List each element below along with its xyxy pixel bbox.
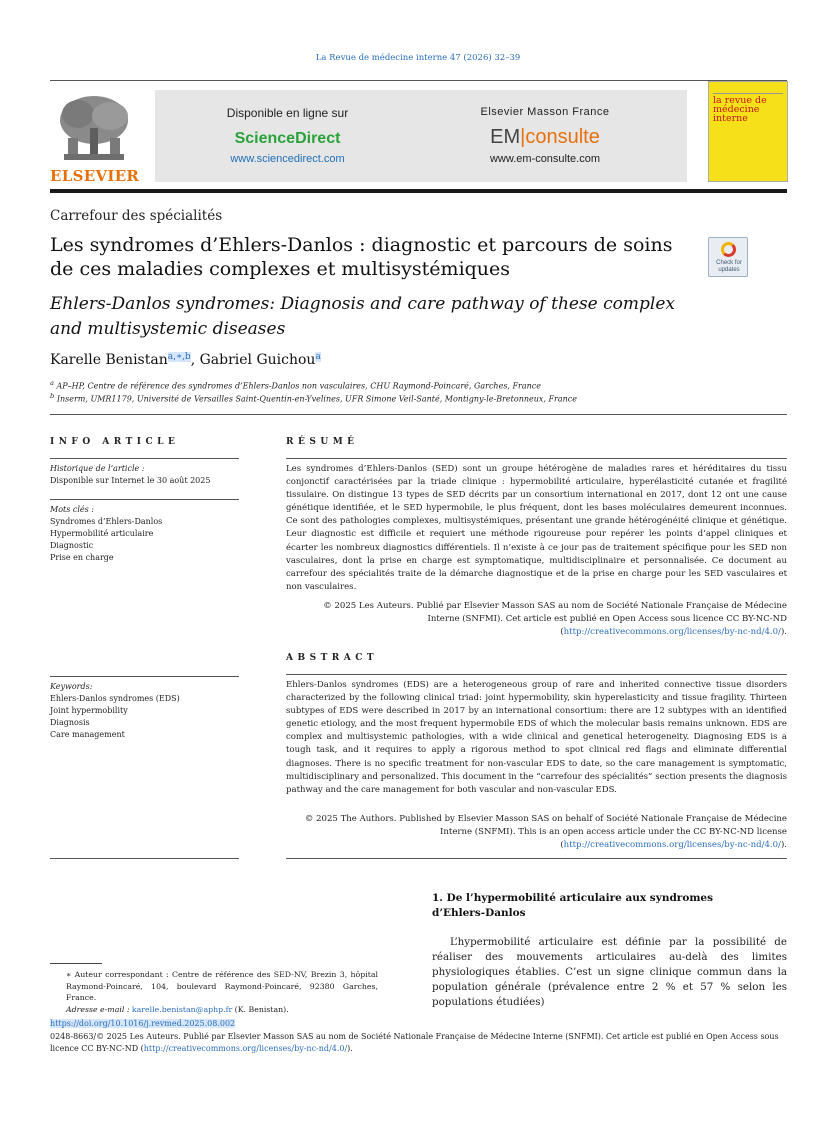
keyword-item: Care management (50, 730, 125, 739)
motcle-item: Prise en charge (50, 553, 114, 562)
abstract-text: Ehlers-Danlos syndromes (EDS) are a heterogeneous group of rare and inherited connective tissue disorders characterized by the following clinical triad: joint hypermobility, skin hyperelasticity and tissue fragility. Thirteen subtypes of EDS were described in 2017 by an international consortium: there are 12 subtypes with an identified genetic etiology, and the most frequent hypermobile EDS of which the molecular basis remains unknown. EDS are complex and multisystemic pathologies, with a wide clinical and genetical heterogeneity. Diagnosing EDS is a tough task, and it requires to apply a rigorous method to spot clinical red flags and eliminate differential diagnoses. There is no specific treatment for non-vascular EDS to date, so the care management is symptomatic, multidisciplinary and personalized. This document in the “carrefour des spécialités” section presents the diagnosis pathway and the care management for both vascular and non-vascular EDS. (286, 680, 787, 795)
abstract-end-divider (286, 858, 787, 859)
section-1-title: 1. De l’hypermobilité articulaire aux syndromes d’Ehlers-Danlos (432, 892, 714, 919)
elsevier-wordmark: ELSEVIER (50, 167, 140, 185)
author-affiliation-marks[interactable]: a (315, 352, 321, 362)
keyword-item: Diagnosis (50, 718, 90, 727)
section-1-text: L’hypermobilité articulaire est définie par la possibilité de réaliser des mouvements articulaires au-delà des limites physiologiques établies. C’est un signe clinique commun dans la population générale (prévalence entre 2 % et 57 % selon les populations étudiées) (432, 936, 787, 1008)
corresponding-author-footnote (50, 969, 378, 1015)
motcle-item: Syndromes d’Ehlers-Danlos (50, 517, 163, 526)
header-divider (50, 80, 787, 81)
license-statement (50, 1031, 787, 1055)
abstract-heading: ABSTRACT (286, 653, 379, 663)
motscles-label: Mots clés : (50, 505, 94, 514)
author-name[interactable]: Karelle Benistan (50, 352, 168, 368)
copyright-text: © 2025 The Authors. Published by Elsevier Masson SAS on behalf of Société Nationale Française de Médecine Interne (SNFMI). This is an open access article under the CC BY-NC-ND license ( (304, 814, 787, 851)
author-separator: , (190, 352, 200, 368)
affiliation-text: AP–HP, Centre de référence des syndromes d’Ehlers-Danlos non vasculaires, CHU Raymond-Poincaré, Garches, France (56, 381, 542, 391)
info-divider (50, 499, 239, 500)
resume-copyright (300, 600, 787, 639)
copyright-text: © 2025 Les Auteurs. Publié par Elsevier Masson SAS au nom de Société Nationale Française de Médecine Interne (SNFMI). Cet article est publié en Open Access sous licence CC BY-NC-ND ( (323, 601, 787, 638)
affiliation-text: Inserm, UMR1179, Université de Versailles Saint-Quentin-en-Yvelines, UFR Simone Veil-Santé, Montigny-le-Bretonneux, France (56, 394, 577, 404)
motcle-item: Hypermobilité articulaire (50, 529, 154, 538)
sciencedirect-link[interactable]: www.sciencedirect.com (230, 153, 345, 165)
copyright-end: ). (780, 840, 787, 851)
journal-cover[interactable] (708, 81, 788, 182)
journal-reference[interactable]: La Revue de médecine interne 47 (2026) 32–39 (315, 53, 521, 63)
article-title-fr: Les syndromes d’Ehlers-Danlos : diagnostic et parcours de soins de ces maladies complexes et multisystémiques (50, 234, 673, 280)
resume-divider (286, 458, 787, 459)
info-divider (50, 458, 239, 459)
author-affiliation-marks[interactable]: a,∗,b (167, 352, 191, 362)
footnote-email-line (50, 1004, 378, 1016)
article-category: Carrefour des spécialités (50, 208, 223, 224)
em-consulte-link[interactable]: www.em-consulte.com (489, 153, 601, 165)
email-suffix: (K. Benistan). (232, 1004, 289, 1014)
em-publisher-name: Elsevier Masson France (480, 106, 610, 118)
resume-text: Les syndromes d’Ehlers-Danlos (SED) sont un groupe hétérogène de maladies rares et héréditaires du tissu conjonctif caractérisées par la triade clinique : hypermobilité articulaire, hyperélasticité cutanée et fragilité tissulaire. On distingue 13 types de SED décrits par un consortium international en 2017, dont 12 ont une cause génétique identifiée, et le SED hypermobile, le plus fréquent, dont les bases moléculaires demeurent inconnues. Ce sont des pathologies complexes, multisystémiques, présentant une grande hétérogénéité clinique et génétique. Leur diagnostic est difficile et requiert une méthode rigoureuse pour repérer les points d’appel cliniques et écarter les nombreux diagnostics différentiels. Il n’existe à ce jour pas de traitement spécifique pour les SED non vasculaires, dont la prise en charge est symptomatique, multidisciplinaire et personnalisée. Ce document au carrefour des spécialités traite de la démarche diagnostique et de la prise en charge pour les SED vasculaires et non vasculaires. (286, 464, 787, 592)
available-online-text: Disponible en ligne sur (226, 106, 349, 120)
em-logo-left: EM (490, 126, 521, 148)
affiliation-label: b (50, 392, 55, 400)
keyword-item: Ehlers-Danlos syndromes (EDS) (50, 694, 180, 703)
doi-link[interactable]: https://doi.org/10.1016/j.revmed.2025.08.002 (50, 1019, 236, 1028)
affiliation-b (50, 392, 577, 404)
cover-header-strip (713, 86, 783, 94)
motcle-item: Diagnostic (50, 541, 94, 550)
history-text: Disponible sur Internet le 30 août 2025 (50, 476, 211, 485)
email-label: Adresse e-mail : (66, 1004, 132, 1014)
footnote-address: ∗ Auteur correspondant : Centre de référence des SED-NV, Brezin 3, hôpital Raymond-Poincaré, 104, boulevard Raymond-Poincaré, 92380 Garches, France. (66, 970, 378, 1003)
abstract-copyright (300, 813, 787, 852)
license-link[interactable]: http://creativecommons.org/licenses/by-nc-nd/4.0/ (143, 1044, 348, 1053)
keywords-divider (50, 676, 239, 677)
keywords-label: Keywords: (50, 682, 93, 691)
abstract-divider (286, 674, 787, 675)
check-updates-icon (721, 242, 736, 257)
sciencedirect-logo[interactable]: ScienceDirect (234, 130, 341, 147)
article-title-en: Ehlers-Danlos syndromes: Diagnosis and care pathway of these complex and multisystemic diseases (50, 294, 675, 339)
author-name[interactable]: Gabriel Guichou (199, 352, 316, 368)
copyright-end: ). (780, 627, 787, 638)
em-logo-right: consulte (525, 126, 600, 148)
license-link[interactable]: http://creativecommons.org/licenses/by-nc-nd/4.0/ (563, 840, 781, 851)
info-article-heading: INFO ARTICLE (50, 437, 180, 447)
cover-title: la revue de médecine interne (713, 95, 767, 124)
motscles-list (50, 516, 162, 564)
keywords-list (50, 693, 180, 741)
license-link[interactable]: http://creativecommons.org/licenses/by-nc-nd/4.0/ (563, 627, 781, 638)
affiliation-a (50, 379, 541, 391)
keyword-item: Joint hypermobility (50, 706, 128, 715)
check-updates-label: Check for updates (716, 260, 742, 273)
keywords-end-divider (50, 858, 239, 859)
license-text: 0248-8663/© 2025 Les Auteurs. Publié par Elsevier Masson SAS au nom de Société Nationale Française de Médecine Interne (SNFMI). Cet article est publié en Open Access sous licence CC BY-NC-ND ( (50, 1032, 779, 1053)
author-email-link[interactable]: karelle.benistan@aphp.fr (131, 1004, 233, 1014)
author-list (50, 352, 321, 368)
em-consulte-logo[interactable]: EM|consulte (490, 126, 600, 148)
license-end: ). (347, 1044, 353, 1053)
history-label: Historique de l’article : (50, 464, 145, 473)
affiliation-label: a (50, 379, 54, 387)
check-for-updates-button[interactable] (708, 237, 748, 277)
footnote-divider (50, 963, 102, 964)
affiliation-divider (50, 414, 787, 415)
header-thick-divider (50, 189, 787, 193)
resume-heading: RÉSUMÉ (286, 437, 359, 447)
